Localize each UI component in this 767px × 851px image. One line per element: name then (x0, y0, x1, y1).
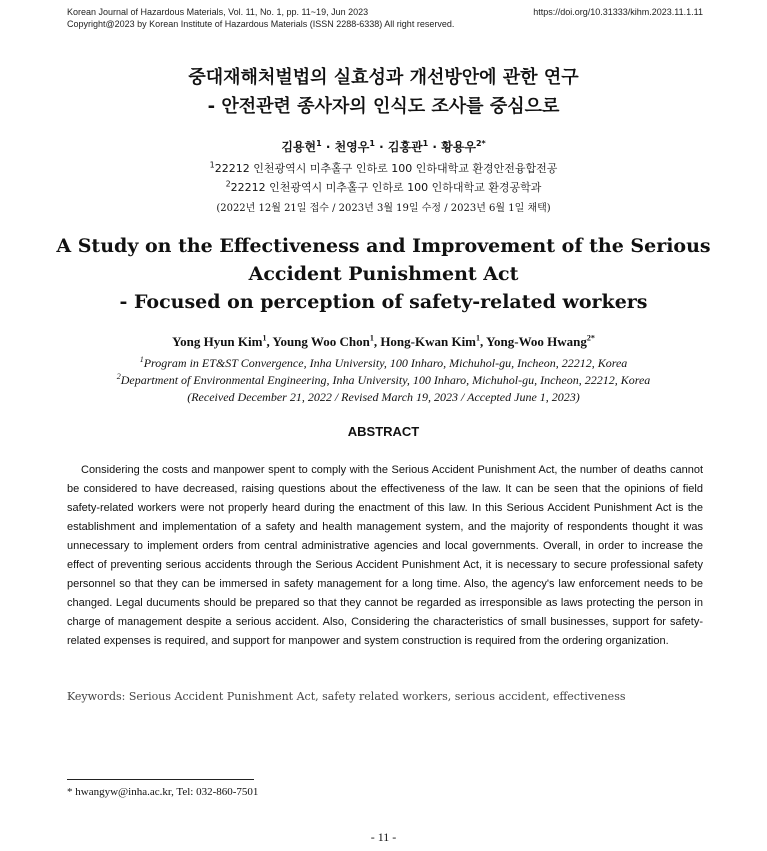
english-title-line2: Accident Punishment Act (248, 263, 519, 285)
keywords: Keywords: Serious Accident Punishment Act, safety related workers, serious accident, effectiveness (67, 690, 626, 703)
english-authors (0, 334, 767, 350)
korean-author: 김홍관$^1$ · (387, 139, 442, 154)
journal-citation: Korean Journal of Hazardous Materials, Vol. 11, No. 1, pp. 11~19, Jun 2023 (67, 7, 369, 17)
korean-author: 천영우$^1$ · (334, 139, 388, 154)
doi-link[interactable]: https://doi.org/10.31333/kihm.2023.11.1.11 (533, 7, 703, 17)
english-author: Hong-Kwan Kim$^1$, (380, 333, 487, 349)
english-affiliation-1: $^1$Program in ET&ST Convergence, Inha University, 100 Inharo, Michuhol-gu, Incheon, 22212, Korea (139, 355, 628, 370)
english-author: Young Woo Chon$^1$, (272, 333, 381, 349)
abstract-body: Considering the costs and manpower spent to comply with the Serious Accident Punishment Act, the number of deaths cannot be considered to have decreased, raising questions about the effectiveness of the law. It can be seen that the opinions of field safety-related workers were not properly heard during the enactment of this law. In this Serious Accident Punishment Act is the establishment and implementation of a safety and health management system, and the majority of respondents thought it was unnecessary to implement orders from central administrative agencies and local governments. Overall, in order to increase the effect of preventing serious accidents through the Serious Accident Punishment Act, it is necessary to secure professional safety personnel so that they can be immersed in safety management for a long time. Also, the agency's law enforcement needs to be changed. Legal ducuments should be prepared so that they cannot be regarded as irresponsible as laws protecting the person in charge of management despite a serious accident. Also, Considering the characteristics of small businesses, support for safety-related expenses is required, and support for manpower and system construction is required from the ordering organization. (67, 464, 703, 647)
page-number: - 11 - (370, 830, 397, 844)
english-received-dates: (Received December 21, 2022 / Revised March 19, 2023 / Accepted June 1, 2023) (187, 390, 580, 404)
korean-affiliation-2: $^2$22212 인천광역시 미추홀구 인하로 100 인하대학교 환경공학과 (225, 179, 542, 194)
footnote-divider (67, 779, 254, 780)
english-title-line1: A Study on the Effectiveness and Improvement of the Serious (56, 235, 711, 257)
korean-author: 황용우$^{2*}$ (441, 139, 486, 154)
abstract-heading: ABSTRACT (347, 424, 420, 439)
english-title-line3: - Focused on perception of safety-related workers (119, 291, 648, 313)
copyright-notice: Copyright@2023 by Korean Institute of Hazardous Materials (ISSN 2288-6338) All right reserved. (67, 19, 455, 29)
corresponding-author-footnote: * hwangyw@inha.ac.kr, Tel: 032-860-7501 (67, 786, 259, 798)
english-affiliation-2: $^2$Department of Environmental Engineering, Inha University, 100 Inharo, Michuhol-gu, Incheon, 22212, Korea (116, 372, 651, 387)
korean-title-line1: 중대재해처벌법의 실효성과 개선방안에 관한 연구 (188, 67, 579, 88)
korean-authors (0, 138, 767, 155)
english-author: Yong-Woo Hwang$^{2*}$ (486, 333, 595, 349)
korean-author: 김용현$^1$ · (281, 139, 335, 154)
journal-header (67, 6, 454, 30)
korean-received-dates: (2022년 12월 21일 접수 / 2023년 3월 19일 수정 / 2023년 6월 1일 채택) (216, 203, 551, 214)
english-author: Yong Hyun Kim$^1$, (172, 333, 273, 349)
korean-title-line2: - 안전관련 종사자의 인식도 조사를 중심으로 (207, 96, 560, 117)
korean-affiliation-1: $^1$22212 인천광역시 미추홀구 인하로 100 인하대학교 환경안전융합전공 (209, 160, 558, 175)
